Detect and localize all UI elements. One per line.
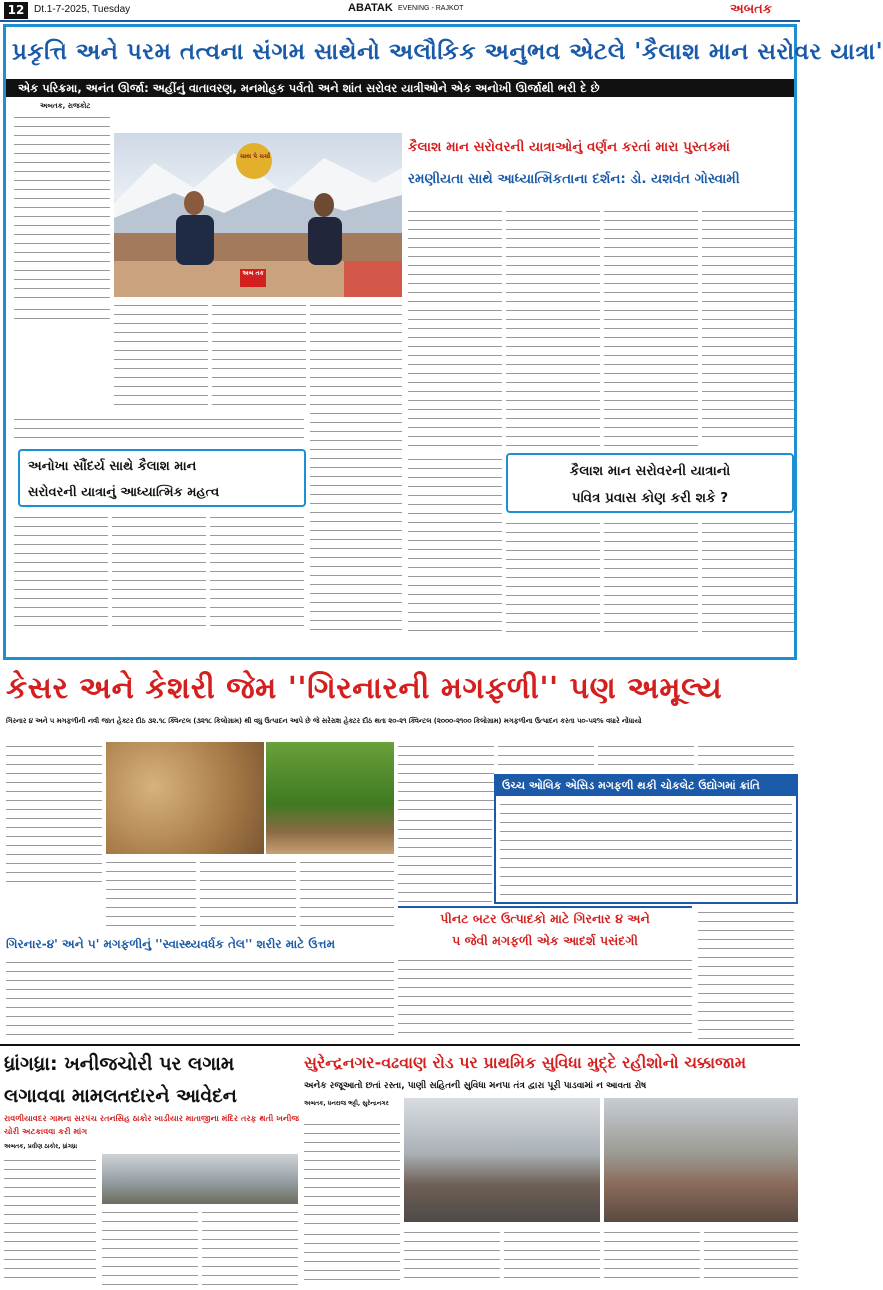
surendranagar-body-col-2 (404, 1228, 500, 1286)
kailash-body-col-1 (14, 305, 110, 325)
groundnut-body-col-3 (200, 858, 296, 930)
kailash-body-col-2 (114, 301, 208, 411)
box-1-heading: ઉચ્ચ ઓલિક એસિડ મગફળી થકી ચોકલેટ ઉદ્યોગમાં ક્રાંતિ (496, 776, 796, 796)
subhead-1-line-2: રમણીયતા સાથે આધ્યાત્મિકતાના દર્શન: ડો. યશવંત ગોસ્વામી (408, 171, 740, 187)
box-1-text (500, 800, 792, 896)
kailash-article (3, 24, 883, 660)
groundnut-body-col-2 (106, 858, 196, 930)
groundnut-body-col-7 (598, 742, 694, 770)
dhrangadhra-strap: રાવળીયાવદર ગામના સરપંચ રતનસિંહ ઠાકોર ખાડીયાર માતાજીના મંદિર તરફ થતી ખનીજ ચોરી અટકાવવા કરી માંગ (4, 1113, 300, 1136)
groundnut-box-2 (6, 934, 394, 1044)
kailash-body-col-16 (702, 519, 794, 633)
dhrangadhra-photo (102, 1154, 298, 1204)
groundnut-body-col-9 (398, 816, 492, 902)
subhead-2-line-1: અનોખા સૌંદર્ય સાથે કૈલાશ માન (28, 459, 197, 474)
paper-name: ABATAK (348, 2, 393, 14)
box-3-text (398, 956, 692, 1040)
kailash-body-col-4 (310, 301, 402, 631)
box-3-line-2: ૫ જેવી મગફળી એક આદર્શ પસંદગી (452, 933, 638, 948)
groundnut-body-col-4 (300, 858, 394, 930)
groundnut-body-col-8 (698, 742, 794, 770)
box-2-text (6, 958, 394, 1038)
surendranagar-photo-1 (404, 1098, 600, 1222)
dhrangadhra-body-col-1 (4, 1156, 96, 1286)
surendranagar-body-col-1 (304, 1120, 400, 1226)
dhrangadhra-headline-1: ધ્રાંગધ્રા: ખનીજચોરી પર લગામ (4, 1053, 235, 1075)
kailash-body-col-6 (506, 207, 600, 451)
kailash-body-col-11 (210, 513, 304, 633)
surendranagar-article (304, 1048, 798, 1288)
kailash-subhead-2 (18, 449, 306, 507)
box-3-line-1: પીનટ બટર ઉત્પાદકો માટે ગિરનાર ૪ અને (440, 911, 650, 926)
surendranagar-body-col-3 (504, 1228, 600, 1286)
groundnut-body-col-1 (6, 742, 102, 882)
kailash-body-col-9 (14, 513, 108, 633)
kailash-subhead-1 (408, 131, 794, 203)
kailash-subhead-3 (506, 453, 794, 513)
dhrangadhra-body-col-3 (202, 1208, 298, 1286)
kailash-body-col-8 (702, 207, 794, 437)
kailash-body-col-14 (506, 519, 600, 633)
groundnut-body-col-10 (698, 908, 794, 1040)
dhrangadhra-headline-2: લગાવવા મામલતદારને આવેદન (4, 1085, 237, 1107)
surendranagar-photo-2 (604, 1098, 798, 1222)
kailash-photo (114, 133, 402, 297)
groundnut-headline: કેસર અને કેશરી જેમ ''ગિરનારની મગફળી'' પણ અમૂલ્ય (6, 671, 723, 706)
kailash-intro-text (14, 113, 110, 303)
channel-logo: અબ તક (240, 269, 266, 287)
show-badge: ચાય પે ચર્ચા (239, 153, 271, 160)
kailash-body-col-13 (408, 455, 502, 633)
issue-date: Dt.1-7-2025, Tuesday (34, 4, 131, 15)
surendranagar-headline: સુરેન્દ્રનગર-વઢવાણ રોડ પર પ્રાથમિક સુવિધા મુદ્દે રહીશોનો ચક્કાજામ (304, 1053, 747, 1072)
groundnut-article (0, 662, 800, 1044)
kailash-body-col-12 (14, 415, 304, 443)
groundnut-body-col-6 (498, 742, 594, 770)
kailash-headline: પ્રકૃત્તિ અને પરમ તત્વના સંગમ સાથેનો અલૌકિક અનુભવ એટલે 'કૈલાશ માન સરોવર યાત્રા' (12, 39, 883, 65)
groundnut-body-col-5 (398, 742, 494, 812)
kailash-body-col-10 (112, 513, 206, 633)
groundnut-strap: ગિરનાર ૪ અને ૫ મગફળીની નવી જાત હેક્ટર દીઠ ૩૨.૧૮ ક્વિન્ટલ (૩૨૧૮ કિલોગ્રામ) થી વધુ ઉત્પાદન આપે છે જે સરેરાશ હેક્ટર દીઠ થતા ૨૦-૨૧ ક્વિન્ટલ (૨૦૦૦-૨૧૦૦ કિલોગ્રામ) મગફળીના ઉત્પાદન કરતા ૫૦-૫૨% વધારે નોંધાયો (6, 717, 642, 725)
edition: EVENING - RAJKOT (398, 5, 464, 12)
dhrangadhra-body-col-2 (102, 1208, 198, 1286)
masthead (0, 0, 800, 22)
kailash-dateline: અબતક, રાજકોટ (40, 102, 91, 110)
surendranagar-body-col-5 (704, 1228, 798, 1286)
kailash-body-col-15 (604, 519, 698, 633)
groundnut-box-3 (398, 906, 692, 1042)
paper-logo: અબતક (730, 2, 772, 17)
groundnut-photo-2 (266, 742, 394, 854)
section-divider (0, 1044, 800, 1046)
kailash-body-col-7 (604, 207, 698, 451)
subhead-3-line-1: કૈલાશ માન સરોવરની યાત્રાનો (569, 463, 731, 479)
surendranagar-body-col-6 (304, 1230, 400, 1286)
groundnut-box-1 (494, 774, 798, 904)
groundnut-photo-1 (106, 742, 264, 854)
dhrangadhra-dateline: અબતક, પ્રવીણ ઠાકોર, ધ્રાંગધ્રા (4, 1143, 78, 1150)
kailash-body-col-5 (408, 207, 502, 451)
subhead-1-line-1: કૈલાશ માન સરોવરની યાત્રાઓનું વર્ણન કરતાં મારા પુસ્તકમાં (408, 139, 730, 155)
dhrangadhra-article (4, 1048, 300, 1288)
page-number: 12 (4, 2, 28, 19)
surendranagar-dateline: અબતક, ધનરાજ ભટ્ટી, સુરેન્દ્રનગર (304, 1100, 389, 1107)
subhead-2-line-2: સરોવરની યાત્રાનું આધ્યાત્મિક મહત્વ (28, 485, 220, 500)
surendranagar-strap: અનેક રજૂઆતો છતાં રસ્તા, પાણી સહિતની સુવિધા મનપા તંત્ર દ્વારા પૂરી પાડવામાં ન આવતા રોષ (304, 1081, 647, 1091)
kailash-strap: એક પરિક્રમા, અનંત ઊર્જા: અહીંનું વાતાવરણ, મનમોહક પર્વતો અને શાંત સરોવર યાત્રીઓને એક અનોખી ઊર્જાથી ભરી દે છે (6, 79, 794, 97)
box-2-heading: ગિરનાર-૪' અને ૫' મગફળીનું ''સ્વાસ્થ્યવર્ધક તેલ'' શરીર માટે ઉત્તમ (6, 937, 336, 951)
surendranagar-body-col-4 (604, 1228, 700, 1286)
subhead-3-line-2: પવિત્ર પ્રવાસ કોણ કરી શકે ? (571, 490, 729, 506)
kailash-body-col-3 (212, 301, 306, 411)
